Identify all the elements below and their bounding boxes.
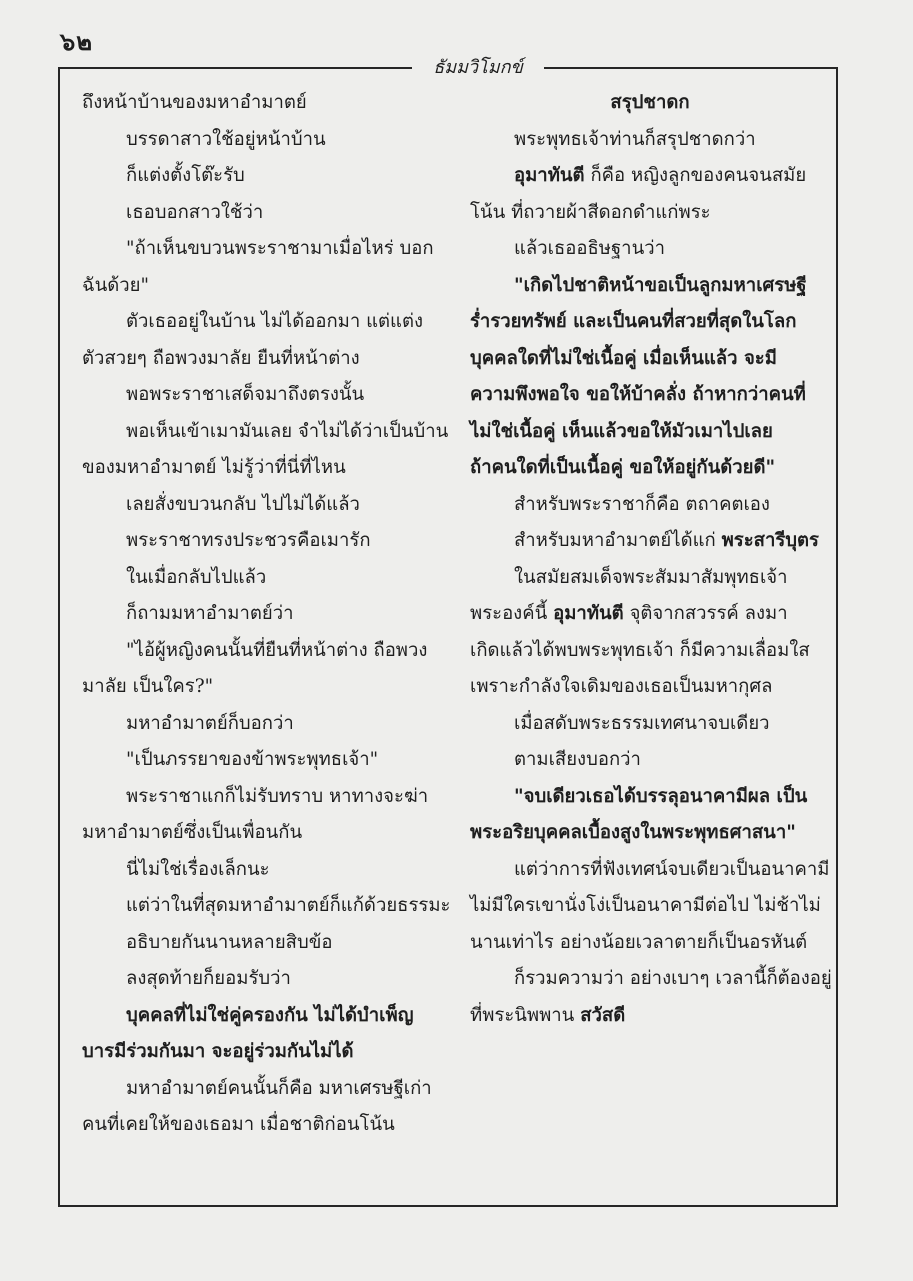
- left-text-line: มหาอำมาตย์ก็บอกว่า: [126, 712, 294, 734]
- right-text-line: บุคคลใดที่ไม่ใช่เนื้อคู่ เมื่อเห็นแล้ว จะมี: [470, 347, 777, 369]
- left-text-line: ในเมื่อกลับไปแล้ว: [126, 566, 267, 588]
- right-text-line: ไม่ใช่เนื้อคู่ เห็นแล้วขอให้มัวเมาไปเลย: [470, 420, 773, 442]
- left-text-line: มาลัย เป็นใคร?": [82, 676, 214, 697]
- left-text-line: ตัวสวยๆ ถือพวงมาลัย ยืนที่หน้าต่าง: [82, 347, 360, 369]
- left-text-line: บรรดาสาวใช้อยู่หน้าบ้าน: [126, 128, 326, 150]
- right-text-line: เพราะกำลังใจเดิมของเธอเป็นมหากุศล: [470, 676, 773, 697]
- left-text-line: ก็ถามมหาอำมาตย์ว่า: [126, 603, 294, 624]
- right-text-line: สำหรับพระราชาก็คือ ตถาคตเอง: [514, 493, 770, 515]
- right-text-line: ที่พระนิพพาน สวัสดี: [470, 1004, 626, 1026]
- right-text-line: สำหรับมหาอำมาตย์ได้แก่ พระสารีบุตร: [514, 530, 819, 551]
- right-column: [470, 85, 830, 1034]
- left-text-line: พอพระราชาเสด็จมาถึงตรงนั้น: [126, 384, 365, 405]
- right-text-line: ความพึงพอใจ ขอให้บ้าคลั่ง ถ้าหากว่าคนที่: [470, 384, 806, 405]
- right-text-line: ร่ำรวยทรัพย์ และเป็นคนที่สวยที่สุดในโลก: [470, 311, 797, 332]
- right-text-line: เมื่อสดับพระธรรมเทศนาจบเดียว: [514, 712, 770, 734]
- right-text-line: ตามเสียงบอกว่า: [514, 749, 641, 770]
- left-text-line: ลงสุดท้ายก็ยอมรับว่า: [126, 968, 291, 989]
- left-text-line: แต่ว่าในที่สุดมหาอำมาตย์ก็แก้ด้วยธรรมะ: [126, 895, 451, 916]
- left-text-line: ตัวเธออยู่ในบ้าน ไม่ได้ออกมา แต่แต่ง: [126, 311, 424, 332]
- left-text-line: บุคคลที่ไม่ใช่คู่ครองกัน ไม่ได้บำเพ็ญ: [126, 1004, 414, 1026]
- left-text-line: เลยสั่งขบวนกลับ ไปไม่ได้แล้ว: [126, 493, 360, 515]
- right-text-line: ก็รวมความว่า อย่างเบาๆ เวลานี้ก็ต้องอยู่: [514, 968, 832, 989]
- left-text-line: บารมีร่วมกันมา จะอยู่ร่วมกันไม่ได้: [82, 1041, 354, 1062]
- right-text-line: "จบเดียวเธอได้บรรลุอนาคามีผล เป็น: [514, 785, 808, 807]
- right-text-line: นานเท่าไร อย่างน้อยเวลาตายก็เป็นอรหันต์: [470, 931, 808, 953]
- right-text-line: พระพุทธเจ้าท่านก็สรุปชาดกว่า: [514, 128, 756, 150]
- left-column: [82, 85, 452, 1144]
- right-text-line: แต่ว่าการที่ฟังเทศน์จบเดียวเป็นอนาคามี: [514, 858, 830, 880]
- left-text-line: คนที่เคยให้ของเธอมา เมื่อชาติก่อนโน้น: [82, 1114, 395, 1135]
- left-text-line: "ไอ้ผู้หญิงคนนั้นที่ยืนที่หน้าต่าง ถือพวง: [126, 639, 428, 661]
- right-text-line: แล้วเธออธิษฐานว่า: [514, 238, 665, 259]
- right-text-line: พระอริยบุคคลเบื้องสูงในพระพุทธศาสนา": [470, 822, 796, 843]
- left-text-line: อธิบายกันนานหลายสิบข้อ: [126, 931, 333, 953]
- page-number: ๖๒: [60, 27, 94, 56]
- right-text-line: ในสมัยสมเด็จพระสัมมาสัมพุทธเจ้า: [514, 566, 788, 588]
- left-text-line: ถึงหน้าบ้านของมหาอำมาตย์: [82, 92, 307, 113]
- left-text-line: พระราชาทรงประชวรคือเมารัก: [126, 530, 371, 551]
- right-text-line: พระองค์นี้ อุมาทันตี จุติจากสวรรค์ ลงมา: [470, 603, 788, 624]
- left-text-line: เธอบอกสาวใช้ว่า: [126, 201, 264, 223]
- left-text-line: ฉันด้วย": [82, 274, 149, 296]
- right-text-line: โน้น ที่ถวายผ้าสีดอกดำแก่พระ: [470, 201, 711, 223]
- running-header: ธัมมวิโมกข์: [412, 52, 544, 81]
- right-text-line: สรุปชาดก: [610, 92, 690, 113]
- left-text-line: "เป็นภรรยาของข้าพระพุทธเจ้า": [126, 749, 379, 770]
- left-text-line: มหาอำมาตย์ซึ่งเป็นเพื่อนกัน: [82, 822, 303, 843]
- left-text-line: นี่ไม่ใช่เรื่องเล็กนะ: [126, 858, 270, 880]
- right-text-line: "เกิดไปชาติหน้าขอเป็นลูกมหาเศรษฐี: [514, 274, 807, 296]
- left-text-line: ของมหาอำมาตย์ ไม่รู้ว่าที่นี่ที่ไหน: [82, 457, 346, 478]
- right-text-line: ไม่มีใครเขานั่งโง่เป็นอนาคามีต่อไป ไม่ช้าไม่: [470, 895, 821, 916]
- left-text-line: "ถ้าเห็นขบวนพระราชามาเมื่อไหร่ บอก: [126, 238, 434, 259]
- left-text-line: พระราชาแกก็ไม่รับทราบ หาทางจะฆ่า: [126, 785, 429, 807]
- right-text-line: ถ้าคนใดที่เป็นเนื้อคู่ ขอให้อยู่กันด้วยดี": [470, 457, 776, 478]
- right-text-line: อุมาทันตี ก็คือ หญิงลูกของคนจนสมัย: [514, 165, 807, 186]
- right-text-line: เกิดแล้วได้พบพระพุทธเจ้า ก็มีความเลื่อมใส: [470, 639, 810, 661]
- left-text-line: มหาอำมาตย์คนนั้นก็คือ มหาเศรษฐีเก่า: [126, 1077, 432, 1099]
- left-text-line: พอเห็นเข้าเมามันเลย จำไม่ได้ว่าเป็นบ้าน: [126, 420, 449, 442]
- left-text-line: ก็แต่งตั้งโต๊ะรับ: [126, 165, 245, 186]
